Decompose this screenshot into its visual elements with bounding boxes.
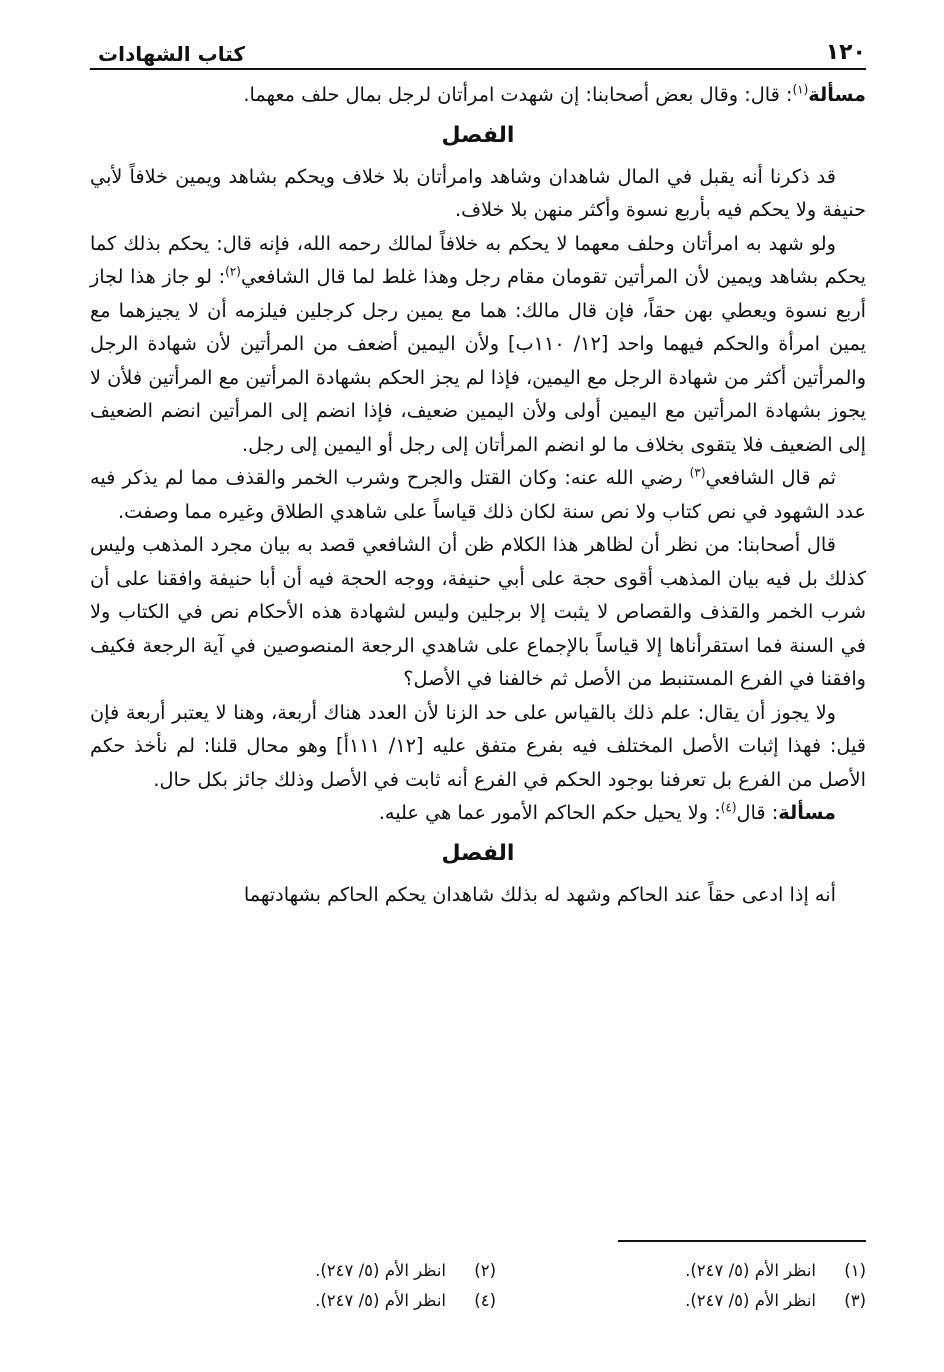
section-heading-1: الفصل [441,122,515,148]
footnote-item [496,1286,866,1316]
section-heading-2: الفصل [441,840,515,866]
footnote-text: انظر الأم (٥/ ٢٤٧). [315,1291,446,1310]
paragraph-2-part-a: ولو شهد به امرأتان وحلف معهما لا يحكم به خلافاً لمالك رحمه الله، فإنه قال: يحكم بذلك كما يحكم بشاهد ويمين لأن المرأتين تقومان مقام رجل وهذا غلط لما قال الشافعي [90,231,866,288]
paragraph-2-part-b: : لو جاز هذا لجاز أربع نسوة ويعطي بهن حقاً، فإن قال مالك: هما مع يمين رجل كرجلين فيلزمه أن لا يجيزهما مع يمين امرأة والحكم فيهما واحد [١٢/ ١١٠ب] ولأن اليمين أضعف من المرأتين لأن شهادة الرجل والمرأتين أكثر من شهادة الرجل مع اليمين، فإذا لم يجز الحكم بشهادة المرأتين مع المرأتين فلأن لا يجوز بشهادة المرأتين مع اليمين أولى ولأن اليمين ضعيف، فإذا انضم إلى المرأتين انضم الضعيف إلى الضعيف فلا يتقوى بخلاف ما لو انضم المرأتان إلى رجل أو اليمين إلى رجل. [90,265,866,456]
running-header [90,30,866,70]
footnote-ref-4: (٤) [720,800,737,815]
paragraph-3-part-b: رضي الله عنه: وكان القتل والجرح وشرب الخمر والقذف مما لم يذكر فيه عدد الشهود في نص كتاب ولا نص سنة لكان ذلك قياساً على شاهدي الطلاق وغيره مما وصفت. [90,466,866,523]
masala-label: مسألة [808,83,866,106]
masala-paragraph-2 [90,796,866,830]
footnote-item [496,1256,866,1286]
footnote-ref-1: (١) [792,82,809,97]
paragraph-4: قال أصحابنا: من نظر أن لظاهر هذا الكلام ظن أن الشافعي قصد به بيان مجرد المذهب وليس كذلك بل فيه بيان المذهب أقوى حجة على أبي حنيفة، ووجه الحجة فيه أن أبا حنيفة وافقنا على أن شرب الخمر والقذف والقصاص لا يثبت إلا برجلين وليس لشهادة هذه الأحكام نص في الكتاب ولا في السنة فما استقرأناها إلا قياساً بالإجماع على شاهدي الرجعة المنصوصين في آية الرجعة فكيف وافقنا في الفرع المستنبط من الأصل ثم خالفنا في الأصل؟ [90,533,866,690]
footnote-text: انظر الأم (٥/ ٢٤٧). [685,1291,816,1310]
masala-prefix: : قال [736,801,779,824]
masala-label: مسألة [778,801,836,824]
paragraph-2 [90,227,866,462]
footnote-ref-2: (٢) [225,264,241,279]
footnote-divider [618,1240,866,1242]
page-number: ١٢٠ [825,40,866,65]
paragraph-1: قد ذكرنا أنه يقبل في المال شاهدان وشاهد وامرأتان بلا خلاف ويحكم بشاهد ويمين خلافاً لأبي حنيفة ولا يحكم فيه بأربع نسوة وأكثر منهن بلا خلاف. [90,164,866,221]
body-text [90,78,866,911]
masala-text: : قال: وقال بعض أصحابنا: إن شهدت امرأتان لرجل بمال حلف معهما. [243,83,793,106]
paragraph-3-part-a: ثم قال الشافعي [705,466,836,489]
footnote-item [126,1256,496,1286]
masala-text: : ولا يحيل حكم الحاكم الأمور عما هي عليه. [378,801,721,824]
footnote-number: (٤) [474,1291,496,1310]
masala-paragraph-1 [90,78,866,112]
footnote-row [90,1256,866,1286]
footnote-ref-3: (٣) [689,465,706,480]
book-page [90,30,866,1350]
footnotes [90,1256,866,1316]
footnote-text: انظر الأم (٥/ ٢٤٧). [685,1261,816,1280]
footnote-number: (١) [844,1261,866,1280]
footnote-item [126,1286,496,1316]
footnote-number: (٢) [474,1261,496,1280]
paragraph-6: أنه إذا ادعى حقاً عند الحاكم وشهد له بذلك شاهدان يحكم الحاكم بشهادتهما [243,882,836,906]
paragraph-3 [90,461,866,528]
book-title: كتاب الشهادات [90,44,245,64]
footnote-row [90,1286,866,1316]
footnote-text: انظر الأم (٥/ ٢٤٧). [315,1261,446,1280]
paragraph-5: ولا يجوز أن يقال: علم ذلك بالقياس على حد الزنا لأن العدد هناك أربعة، وهنا لا يعتبر أربعة فإن قيل: فهذا إثبات الأصل المختلف فيه بفرع متفق عليه [١٢/ ١١١أ] وهو محال قلنا: لم نأخذ حكم الأصل من الفرع بل تعرفنا بوجود الحكم في الفرع أنه ثابت في الأصل وذلك جائز بكل حال. [90,700,866,791]
footnote-number: (٣) [844,1291,866,1310]
